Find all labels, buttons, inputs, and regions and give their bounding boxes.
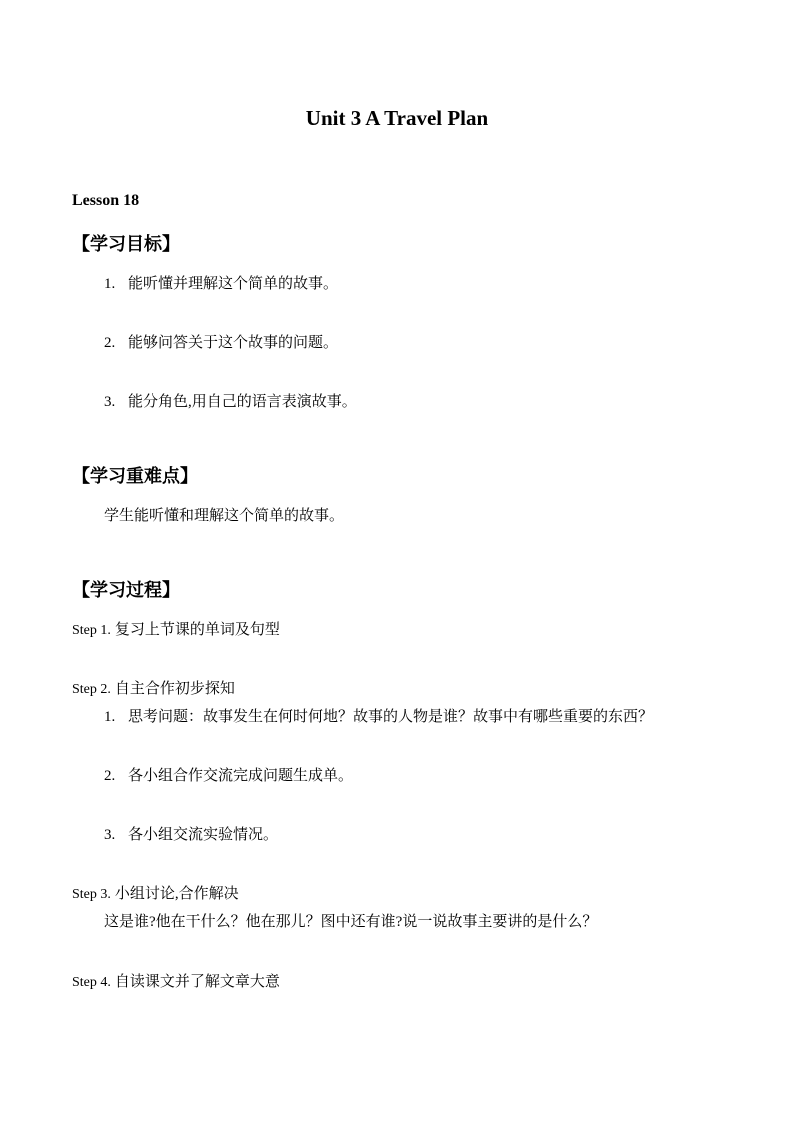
- objective-text: 能听懂并理解这个简单的故事。: [128, 276, 339, 292]
- step-label: Step 2.: [72, 682, 111, 697]
- document-title: Unit 3 A Travel Plan: [305, 106, 489, 130]
- step-label: Step 4.: [72, 975, 111, 990]
- step-text: 小组讨论,合作解决: [114, 886, 239, 902]
- step-label: Step 1.: [72, 623, 111, 638]
- objective-number: 1.: [104, 276, 116, 292]
- step-text: 自主合作初步探知: [114, 681, 235, 697]
- step-2: [72, 681, 235, 697]
- process-heading: 【学习过程】: [72, 580, 180, 600]
- step-item-number: 2.: [104, 768, 116, 784]
- step-item-text: 各小组合作交流完成问题生成单。: [128, 768, 354, 784]
- objective-item-1: [104, 277, 338, 292]
- step-4: [72, 974, 280, 990]
- objective-text: 能分角色,用自己的语言表演故事。: [128, 394, 357, 410]
- step-2-item-1: [104, 710, 653, 725]
- step-text: 自读课文并了解文章大意: [114, 974, 280, 990]
- step-item-text: 各小组交流实验情况。: [128, 827, 279, 843]
- objective-number: 2.: [104, 335, 116, 351]
- objective-number: 3.: [104, 394, 116, 410]
- step-text: 复习上节课的单词及句型: [114, 622, 280, 638]
- objectives-heading: 【学习目标】: [72, 234, 180, 254]
- objective-text: 能够问答关于这个故事的问题。: [128, 335, 339, 351]
- step-2-item-3: [104, 828, 278, 843]
- objective-item-3: [104, 395, 357, 410]
- lesson-label: Lesson 18: [72, 192, 140, 209]
- key-points-text: 学生能听懂和理解这个简单的故事。: [104, 508, 345, 524]
- step-3-detail: 这是谁?他在干什么？他在那儿？图中还有谁?说一说故事主要讲的是什么？: [104, 914, 598, 930]
- step-3: [72, 886, 239, 902]
- step-item-text: 思考问题：故事发生在何时何地？故事的人物是谁？故事中有哪些重要的东西？: [128, 709, 654, 725]
- step-item-number: 1.: [104, 709, 116, 725]
- step-2-item-2: [104, 769, 353, 784]
- objective-item-2: [104, 336, 338, 351]
- key-points-heading: 【学习重难点】: [72, 466, 198, 486]
- step-label: Step 3.: [72, 887, 111, 902]
- step-1: [72, 622, 280, 638]
- step-item-number: 3.: [104, 827, 116, 843]
